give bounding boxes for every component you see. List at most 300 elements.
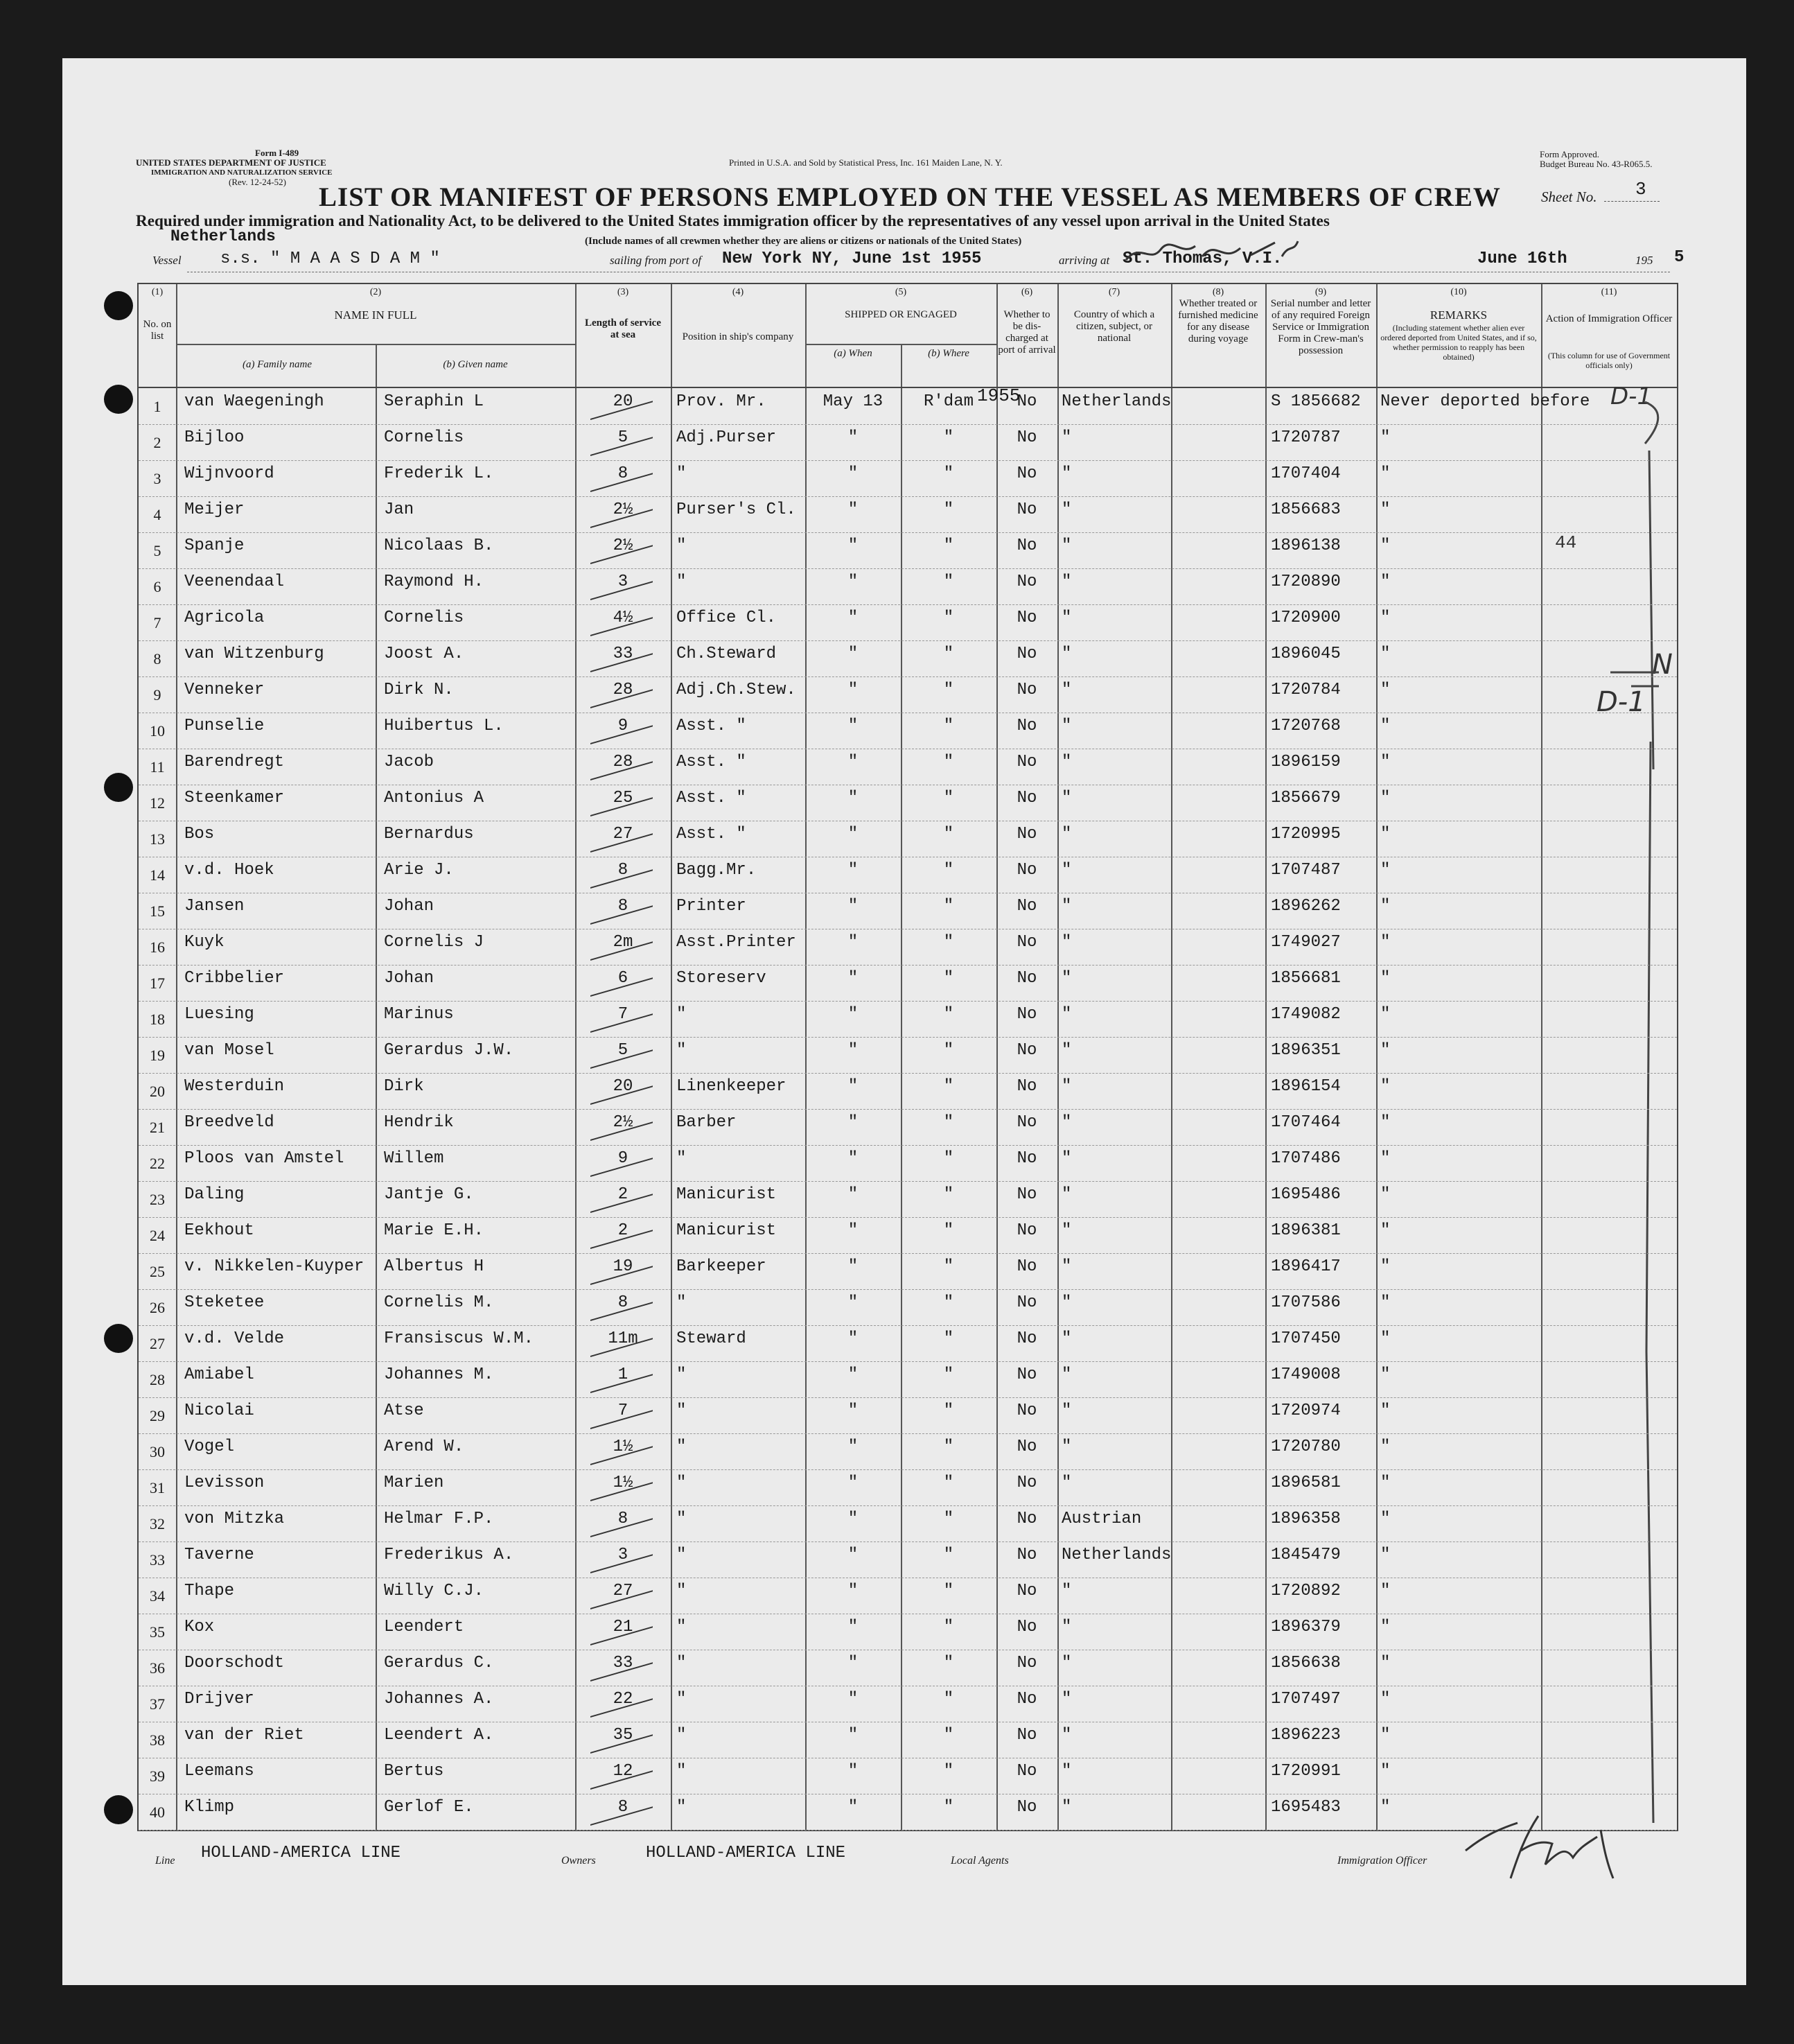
cell-family: van der Riet [184, 1726, 304, 1745]
cell-when: " [847, 1257, 859, 1276]
col-num: (8) [1212, 287, 1224, 297]
table-row [139, 785, 1677, 821]
cell-len: 2½ [613, 500, 633, 519]
table-row [139, 604, 1677, 641]
arriving-port: St. Thomas, V.I. [1123, 250, 1283, 268]
cell-pos: Barkeeper [676, 1257, 766, 1276]
cell-no: 17 [150, 975, 165, 992]
cell-family: Luesing [184, 1005, 254, 1024]
year-suffix: 5 [1674, 248, 1685, 267]
cell-len: 9 [617, 1149, 628, 1168]
cell-when: " [847, 1041, 859, 1060]
hdr-no-on-list: No. on list [143, 319, 172, 342]
cell-len: 6 [617, 969, 628, 988]
cell-len: 1½ [613, 1474, 633, 1492]
cell-remarks: " [1380, 1726, 1391, 1745]
cell-serial: 1856683 [1271, 500, 1341, 519]
cell-remarks: " [1380, 573, 1391, 591]
cell-given: Frederik L. [384, 464, 494, 483]
crew-table [137, 283, 1678, 1831]
cell-family: Punselie [184, 717, 265, 735]
cell-no: 30 [150, 1443, 165, 1460]
cell-country: " [1062, 1365, 1072, 1384]
cell-dis: No [1017, 609, 1037, 627]
cell-remarks: " [1380, 1762, 1391, 1781]
cell-family: van Waegeningh [184, 392, 324, 411]
cell-dis: No [1017, 1257, 1037, 1276]
cell-len: 1½ [613, 1438, 633, 1456]
table-row [139, 1614, 1677, 1650]
cell-family: Cribbelier [184, 969, 285, 988]
cell-given: Marinus [384, 1005, 454, 1024]
cell-given: Dirk N. [384, 681, 454, 699]
cell-remarks: " [1380, 681, 1391, 699]
cell-len: 8 [617, 1798, 628, 1817]
cell-pos: " [676, 1798, 687, 1817]
cell-dis: No [1017, 1401, 1037, 1420]
cell-len: 2½ [613, 536, 633, 555]
cell-serial: 1720787 [1271, 428, 1341, 447]
cell-len: 22 [613, 1690, 633, 1709]
form-revision: (Rev. 12-24-52) [229, 177, 286, 187]
cell-dis: No [1017, 500, 1037, 519]
cell-len: 12 [613, 1762, 633, 1781]
cell-family: Wijnvoord [184, 464, 274, 483]
sailing-label: sailing from port of [610, 254, 702, 267]
cell-when: " [847, 1654, 859, 1672]
table-row [139, 424, 1677, 461]
cell-dis: No [1017, 753, 1037, 771]
cell-serial: 1695486 [1271, 1185, 1341, 1204]
cell-when: " [847, 825, 859, 844]
cell-len: 3 [617, 1546, 628, 1564]
hdr-given-name: (b) Given name [443, 359, 508, 370]
cell-len: 3 [617, 573, 628, 591]
cell-where: " [943, 1113, 954, 1132]
hdr-when: (a) When [834, 348, 872, 359]
cell-pos: Asst. " [676, 717, 746, 735]
cell-when: " [847, 1185, 859, 1204]
cell-pos: " [676, 1005, 687, 1024]
cell-dis: No [1017, 717, 1037, 735]
cell-where: " [943, 789, 954, 807]
table-row [139, 1650, 1677, 1686]
table-row [139, 1541, 1677, 1578]
cell-serial: 1720784 [1271, 681, 1341, 699]
cell-dis: No [1017, 464, 1037, 483]
cell-country: " [1062, 1257, 1072, 1276]
cell-where: " [943, 933, 954, 952]
cell-where: " [943, 500, 954, 519]
cell-country: " [1062, 1474, 1072, 1492]
table-row [139, 640, 1677, 677]
cell-no: 37 [150, 1695, 165, 1713]
cell-when: " [847, 1365, 859, 1384]
cell-pos: " [676, 1690, 687, 1709]
cell-serial: 1856638 [1271, 1654, 1341, 1672]
cell-given: Johan [384, 897, 434, 916]
cell-no: 9 [153, 686, 161, 704]
cell-dis: No [1017, 1113, 1037, 1132]
cell-dis: No [1017, 428, 1037, 447]
cell-where: " [943, 897, 954, 916]
table-row [139, 1397, 1677, 1434]
cell-remarks: " [1380, 1690, 1391, 1709]
cell-remarks: " [1380, 536, 1391, 555]
cell-dis: No [1017, 1654, 1037, 1672]
cell-given: Gerardus C. [384, 1654, 494, 1672]
cell-dis: No [1017, 969, 1037, 988]
arriving-handwriting [1119, 236, 1299, 270]
table-row [139, 460, 1677, 497]
cell-family: Jansen [184, 897, 245, 916]
cell-no: 19 [150, 1047, 165, 1064]
cell-family: Klimp [184, 1798, 235, 1817]
include-note: (Include names of all crewmen whether they are aliens or citizens or nationals of the United States) [585, 236, 1022, 247]
cell-remarks: " [1380, 1582, 1391, 1600]
cell-where: " [943, 1077, 954, 1096]
cell-serial: 1896138 [1271, 536, 1341, 555]
cell-remarks: " [1380, 464, 1391, 483]
cell-country: " [1062, 969, 1072, 988]
cell-when: " [847, 464, 859, 483]
cell-where: " [943, 1005, 954, 1024]
cell-when: " [847, 1149, 859, 1168]
cell-len: 8 [617, 1510, 628, 1528]
cell-serial: 1707404 [1271, 464, 1341, 483]
cell-where: " [943, 428, 954, 447]
cell-where: " [943, 1329, 954, 1348]
cell-serial: 1720900 [1271, 609, 1341, 627]
cell-when: " [847, 753, 859, 771]
cell-family: Drijver [184, 1690, 254, 1709]
cell-country: " [1062, 500, 1072, 519]
sailing-port: New York NY, June 1st 1955 [722, 250, 982, 268]
cell-pos: Manicurist [676, 1221, 777, 1240]
cell-pos: " [676, 1365, 687, 1384]
vessel-name: s.s. " M A A S D A M " [220, 250, 440, 268]
cell-country: " [1062, 1329, 1072, 1348]
cell-when: " [847, 1618, 859, 1636]
cell-where: " [943, 464, 954, 483]
action-mark: 44 [1555, 532, 1577, 553]
cell-dis: No [1017, 681, 1037, 699]
cell-dis: No [1017, 392, 1037, 411]
cell-remarks: " [1380, 1005, 1391, 1024]
cell-no: 7 [153, 614, 161, 631]
cell-country: " [1062, 1185, 1072, 1204]
cell-country: " [1062, 753, 1072, 771]
cell-given: Bertus [384, 1762, 444, 1781]
col-num: (4) [732, 287, 744, 297]
cell-where: " [943, 825, 954, 844]
cell-no: 14 [150, 866, 165, 884]
cell-remarks: " [1380, 933, 1391, 952]
cell-pos: Bagg.Mr. [676, 861, 757, 880]
cell-remarks: " [1380, 1510, 1391, 1528]
col-num: (11) [1601, 287, 1617, 297]
cell-serial: 1720991 [1271, 1762, 1341, 1781]
cell-given: Frederikus A. [384, 1546, 514, 1564]
cell-country: " [1062, 825, 1072, 844]
cell-pos: " [676, 1510, 687, 1528]
col-num: (2) [369, 287, 382, 297]
hdr-remarks: REMARKS [1430, 308, 1488, 322]
cell-given: Hendrik [384, 1113, 454, 1132]
cell-serial: 1695483 [1271, 1798, 1341, 1817]
cell-family: Agricola [184, 609, 265, 627]
cell-no: 11 [150, 758, 165, 776]
cell-dis: No [1017, 1510, 1037, 1528]
cell-where: " [943, 717, 954, 735]
cell-no: 36 [150, 1659, 165, 1677]
cell-given: Albertus H [384, 1257, 484, 1276]
line-value: HOLLAND-AMERICA LINE [201, 1844, 401, 1862]
owners-value: HOLLAND-AMERICA LINE [646, 1844, 846, 1862]
cell-when: " [847, 969, 859, 988]
table-row [139, 965, 1677, 1002]
cell-no: 22 [150, 1155, 165, 1172]
cell-country: " [1062, 1149, 1072, 1168]
cell-when: " [847, 1474, 859, 1492]
action-mark: D-1 [1597, 686, 1646, 718]
cell-serial: 1720768 [1271, 717, 1341, 735]
cell-when: " [847, 1221, 859, 1240]
cell-len: 8 [617, 464, 628, 483]
cell-remarks: " [1380, 500, 1391, 519]
cell-remarks: " [1380, 645, 1391, 663]
cell-family: Westerduin [184, 1077, 285, 1096]
cell-family: Meijer [184, 500, 245, 519]
cell-dis: No [1017, 1798, 1037, 1817]
cell-len: 27 [613, 1582, 633, 1600]
cell-dis: No [1017, 1618, 1037, 1636]
cell-serial: 1856679 [1271, 789, 1341, 807]
cell-remarks: " [1380, 428, 1391, 447]
cell-when: " [847, 536, 859, 555]
cell-family: Daling [184, 1185, 245, 1204]
cell-pos: " [676, 464, 687, 483]
cell-family: v. Nikkelen-Kuyper [184, 1257, 364, 1276]
cell-serial: 1896581 [1271, 1474, 1341, 1492]
hdr-country: Country of which a citizen, subject, or national [1073, 309, 1155, 344]
cell-country: " [1062, 1077, 1072, 1096]
binder-hole [104, 773, 133, 802]
cell-remarks: " [1380, 1798, 1391, 1817]
action-mark: N [1652, 649, 1673, 681]
officer-label: Immigration Officer [1337, 1855, 1427, 1867]
cell-serial: 1896379 [1271, 1618, 1341, 1636]
cell-len: 28 [613, 681, 633, 699]
cell-where: " [943, 1510, 954, 1528]
cell-pos: Adj.Purser [676, 428, 777, 447]
table-row [139, 1433, 1677, 1470]
cell-pos: Asst.Printer [676, 933, 796, 952]
cell-given: Joost A. [384, 645, 464, 663]
year-annotation: 1955 [977, 385, 1021, 406]
cell-serial: 1896358 [1271, 1510, 1341, 1528]
cell-when: " [847, 861, 859, 880]
cell-family: Venneker [184, 681, 265, 699]
cell-no: 2 [153, 434, 161, 451]
cell-serial: 1896223 [1271, 1726, 1341, 1745]
cell-when: " [847, 1510, 859, 1528]
cell-serial: 1896417 [1271, 1257, 1341, 1276]
cell-dis: No [1017, 1077, 1037, 1096]
agents-label: Local Agents [951, 1855, 1009, 1867]
cell-no: 33 [150, 1551, 165, 1569]
cell-pos: Purser's Cl. [676, 500, 796, 519]
page-title: LIST OR MANIFEST OF PERSONS EMPLOYED ON THE VESSEL AS MEMBERS OF CREW [319, 182, 1501, 212]
cell-pos: " [676, 1293, 687, 1312]
cell-country: " [1062, 1726, 1072, 1745]
cell-given: Dirk [384, 1077, 424, 1096]
cell-len: 4½ [613, 609, 633, 627]
cell-serial: 1896351 [1271, 1041, 1341, 1060]
cell-family: Ploos van Amstel [184, 1149, 344, 1168]
owners-label: Owners [561, 1855, 596, 1867]
cell-when: " [847, 1329, 859, 1348]
cell-pos: " [676, 1546, 687, 1564]
cell-when: " [847, 1582, 859, 1600]
cell-dis: No [1017, 1041, 1037, 1060]
cell-no: 6 [153, 578, 161, 595]
hdr-family-name: (a) Family name [243, 359, 312, 370]
cell-dis: No [1017, 1762, 1037, 1781]
cell-remarks: " [1380, 1546, 1391, 1564]
cell-when: " [847, 1546, 859, 1564]
cell-len: 8 [617, 1293, 628, 1312]
cell-len: 2 [617, 1185, 628, 1204]
cell-len: 35 [613, 1726, 633, 1745]
cell-where: " [943, 1185, 954, 1204]
cell-pos: " [676, 1618, 687, 1636]
cell-country: " [1062, 1401, 1072, 1420]
cell-where: R'dam [923, 392, 974, 411]
service: IMMIGRATION AND NATURALIZATION SERVICE [151, 168, 333, 177]
cell-country: Austrian [1062, 1510, 1142, 1528]
table-row [139, 1722, 1677, 1758]
cell-given: Arend W. [384, 1438, 464, 1456]
cell-country: " [1062, 428, 1072, 447]
cell-country: " [1062, 933, 1072, 952]
cell-family: van Witzenburg [184, 645, 324, 663]
cell-family: Eekhout [184, 1221, 254, 1240]
table-row [139, 857, 1677, 893]
cell-given: Johan [384, 969, 434, 988]
binder-hole [104, 1795, 133, 1824]
cell-remarks: " [1380, 1113, 1391, 1132]
hdr-treated: Whether treated or furnished medicine for any disease during voyage [1178, 298, 1258, 344]
cell-remarks: " [1380, 753, 1391, 771]
cell-len: 21 [613, 1618, 633, 1636]
hdr-remarks-sub: (Including statement whether alien ever ordered deported from United States, and if so, whether permission to reapply has been obtained) [1380, 323, 1537, 362]
cell-family: Bijloo [184, 428, 245, 447]
cell-pos: Asst. " [676, 789, 746, 807]
cell-serial: 1896045 [1271, 645, 1341, 663]
cell-no: 31 [150, 1479, 165, 1496]
table-row [139, 1578, 1677, 1614]
cell-len: 7 [617, 1005, 628, 1024]
cell-where: " [943, 1293, 954, 1312]
cell-country: " [1062, 464, 1072, 483]
cell-serial: 1720995 [1271, 825, 1341, 844]
department: UNITED STATES DEPARTMENT OF JUSTICE [136, 157, 326, 168]
cell-pos: Ch.Steward [676, 645, 777, 663]
cell-family: Thape [184, 1582, 235, 1600]
hdr-shipped: SHIPPED OR ENGAGED [845, 309, 957, 320]
cell-no: 13 [150, 830, 165, 848]
cell-serial: 1707486 [1271, 1149, 1341, 1168]
cell-where: " [943, 861, 954, 880]
cell-family: Bos [184, 825, 215, 844]
cell-family: Amiabel [184, 1365, 254, 1384]
cell-when: " [847, 1726, 859, 1745]
cell-family: Kuyk [184, 933, 225, 952]
hdr-action-sub: (This column for use of Government officials only) [1547, 351, 1671, 370]
cell-family: Barendregt [184, 753, 285, 771]
cell-when: " [847, 897, 859, 916]
table-row [139, 1217, 1677, 1254]
required-statement: Required under immigration and Nationality Act, to be delivered to the United States immigration officer by the representatives of any vessel upon arrival in the United States [136, 212, 1330, 230]
cell-no: 5 [153, 542, 161, 559]
cell-when: " [847, 1293, 859, 1312]
cell-serial: 1896154 [1271, 1077, 1341, 1096]
cell-when: " [847, 1113, 859, 1132]
cell-len: 5 [617, 1041, 628, 1060]
cell-given: Marie E.H. [384, 1221, 484, 1240]
cell-len: 19 [613, 1257, 633, 1276]
cell-given: Jantje G. [384, 1185, 474, 1204]
cell-serial: 1896381 [1271, 1221, 1341, 1240]
action-mark: D-1 [1610, 383, 1653, 410]
cell-given: Johannes A. [384, 1690, 494, 1709]
col-num: (7) [1108, 287, 1120, 297]
cell-where: " [943, 1041, 954, 1060]
cell-family: v.d. Hoek [184, 861, 274, 880]
cell-given: Leendert [384, 1618, 464, 1636]
cell-where: " [943, 1438, 954, 1456]
cell-dis: No [1017, 1690, 1037, 1709]
cell-country: " [1062, 1005, 1072, 1024]
cell-no: 4 [153, 506, 161, 523]
cell-where: " [943, 1149, 954, 1168]
cell-len: 2 [617, 1221, 628, 1240]
cell-len: 8 [617, 897, 628, 916]
cell-serial: 1896262 [1271, 897, 1341, 916]
form-number: Form I-489 [255, 148, 299, 158]
cell-serial: 1707497 [1271, 1690, 1341, 1709]
cell-len: 27 [613, 825, 633, 844]
cell-remarks: " [1380, 1329, 1391, 1348]
cell-family: Taverne [184, 1546, 254, 1564]
cell-when: " [847, 681, 859, 699]
table-row [139, 1145, 1677, 1182]
cell-country: " [1062, 1798, 1072, 1817]
cell-dis: No [1017, 1365, 1037, 1384]
cell-pos: " [676, 1654, 687, 1672]
cell-country: Netherlands [1062, 392, 1172, 411]
cell-serial: 1720892 [1271, 1582, 1341, 1600]
cell-when: " [847, 1077, 859, 1096]
cell-remarks: Never deported before [1380, 392, 1590, 411]
cell-remarks: " [1380, 1474, 1391, 1492]
cell-country: " [1062, 1041, 1072, 1060]
hdr-position: Position in ship's company [682, 331, 794, 342]
sheet-number: 3 [1635, 179, 1646, 200]
table-row [139, 1289, 1677, 1326]
table-row [139, 1505, 1677, 1542]
